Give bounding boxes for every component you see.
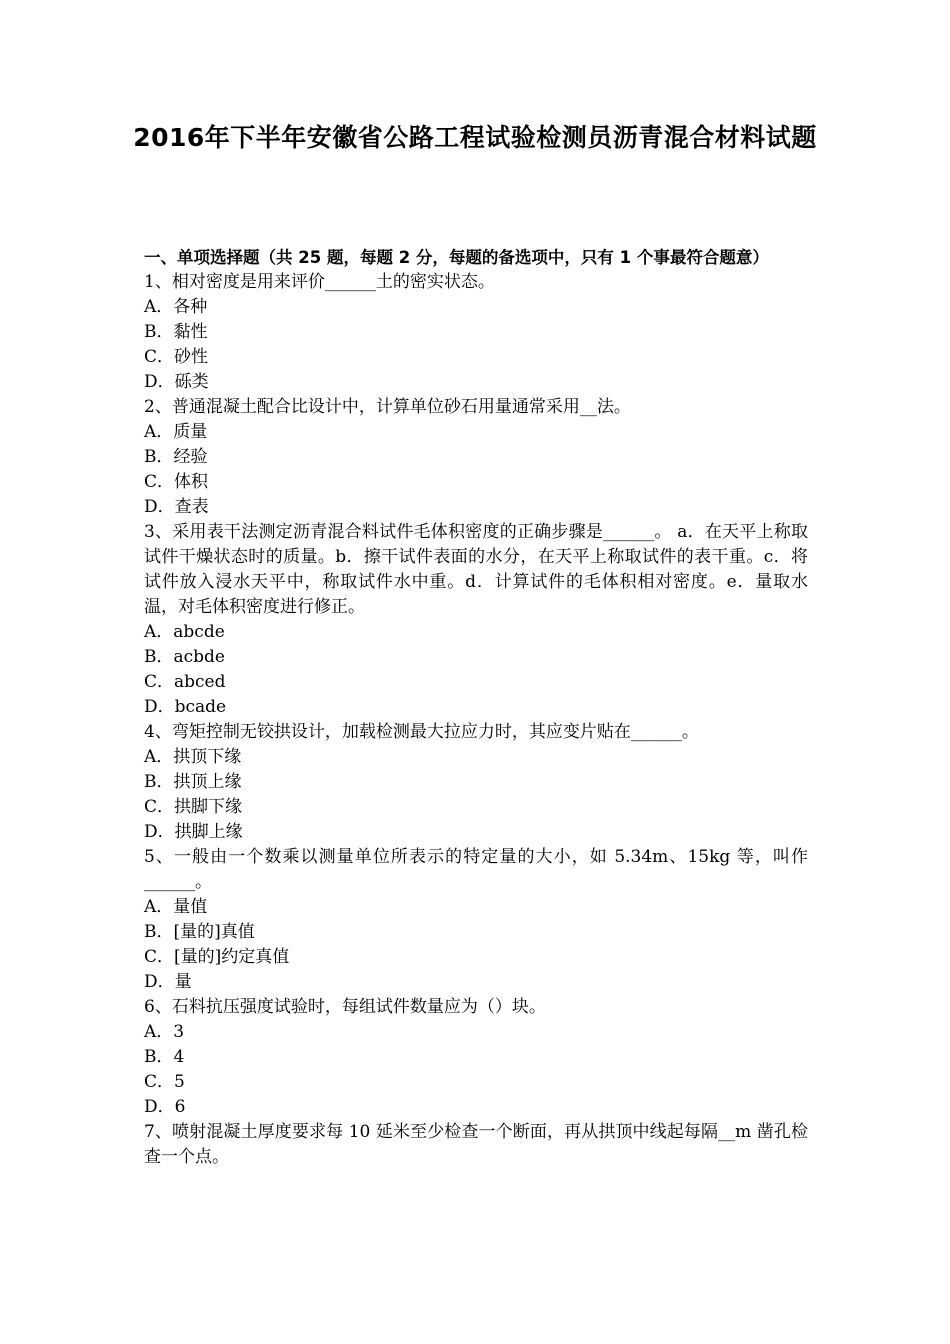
question-3 bbox=[144, 520, 808, 720]
question-text: 5、一般由一个数乘以测量单位所表示的特定量的大小，如 5.34m、15kg 等，叫作______。 bbox=[144, 847, 808, 892]
question-text: 7、喷射混凝土厚度要求每 10 延米至少检查一个断面，再从拱顶中线起每隔__m 凿孔检查一个点。 bbox=[144, 1122, 808, 1167]
option-d: D．砾类 bbox=[144, 372, 209, 392]
option-b: B．4 bbox=[144, 1047, 185, 1067]
option-b: B．黏性 bbox=[144, 322, 208, 342]
section-heading: 一、单项选择题（共 25 题，每题 2 分，每题的备选项中，只有 1 个事最符合题意） bbox=[144, 248, 769, 267]
option-d: D．量 bbox=[144, 972, 192, 992]
option-a: A．质量 bbox=[144, 422, 208, 442]
question-4 bbox=[144, 720, 808, 845]
option-b: B．拱顶上缘 bbox=[144, 772, 242, 792]
question-text: 4、弯矩控制无铰拱设计，加载检测最大拉应力时，其应变片贴在______。 bbox=[144, 722, 699, 742]
option-a: A．量值 bbox=[144, 897, 208, 917]
question-7 bbox=[144, 1120, 808, 1170]
option-d: D．查表 bbox=[144, 497, 209, 517]
document-title: 2016年下半年安徽省公路工程试验检测员沥青混合材料试题 bbox=[133, 123, 817, 152]
option-c: C．abced bbox=[144, 672, 226, 692]
option-c: C．砂性 bbox=[144, 347, 209, 367]
option-a: A．拱顶下缘 bbox=[144, 747, 242, 767]
option-c: C．[量的]约定真值 bbox=[144, 947, 290, 967]
question-text: 2、普通混凝土配合比设计中，计算单位砂石用量通常采用__法。 bbox=[144, 397, 631, 417]
option-b: B．acbde bbox=[144, 647, 225, 667]
document-body bbox=[144, 245, 808, 1170]
option-a: A．各种 bbox=[144, 297, 208, 317]
option-d: D．6 bbox=[144, 1097, 186, 1117]
option-c: C．体积 bbox=[144, 472, 209, 492]
question-text: 6、石料抗压强度试验时，每组试件数量应为（）块。 bbox=[144, 997, 546, 1017]
option-c: C．拱脚下缘 bbox=[144, 797, 243, 817]
question-text: 3、采用表干法测定沥青混合料试件毛体积密度的正确步骤是______。 a．在天平上称取试件干燥状态时的质量。b．擦干试件表面的水分，在天平上称取试件的表干重。c．将试件放入浸水天平中，称取试件水中重。d．计算试件的毛体积相对密度。e．量取水温，对毛体积密度进行修正。 bbox=[144, 522, 808, 617]
option-c: C．5 bbox=[144, 1072, 185, 1092]
question-5 bbox=[144, 845, 808, 995]
question-6 bbox=[144, 995, 808, 1120]
option-b: B．[量的]真值 bbox=[144, 922, 255, 942]
question-1 bbox=[144, 270, 808, 395]
option-d: D．bcade bbox=[144, 697, 227, 717]
option-a: A．3 bbox=[144, 1022, 185, 1042]
option-a: A．abcde bbox=[144, 622, 225, 642]
option-d: D．拱脚上缘 bbox=[144, 822, 243, 842]
question-2 bbox=[144, 395, 808, 520]
option-b: B．经验 bbox=[144, 447, 208, 467]
question-text: 1、相对密度是用来评价______土的密实状态。 bbox=[144, 272, 495, 292]
